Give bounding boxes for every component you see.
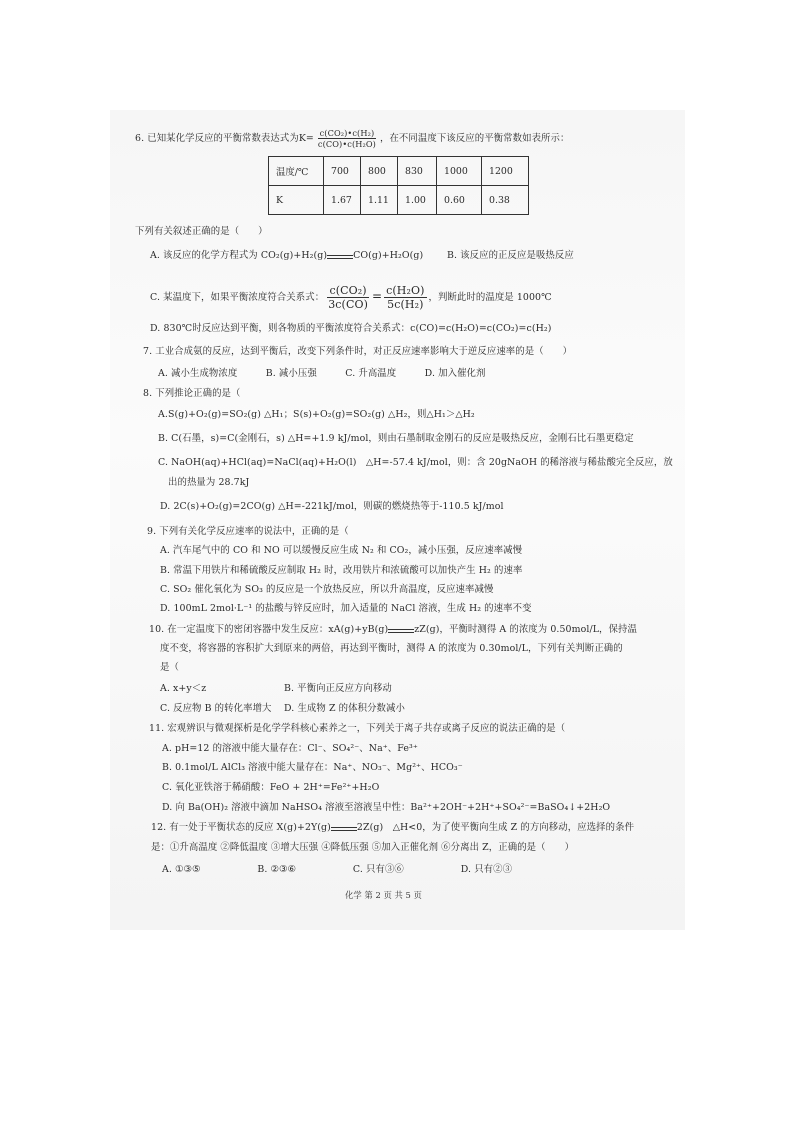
k-numerator: c(CO₂)•c(H₂) — [319, 128, 375, 138]
table-row — [269, 157, 529, 186]
fraction-denominator: 3c(CO) — [328, 298, 368, 311]
q6-stem-pre: 6. 已知某化学反应的平衡常数表达式为K= — [135, 133, 314, 144]
fraction-co2 — [326, 284, 370, 311]
fraction-h2o — [384, 284, 426, 311]
q9-option-c: C. SO₂ 催化氧化为 SO₃ 的反应是一个放热反应，所以升高温度，反应速率减慢 — [160, 584, 494, 595]
q11-option-d: D. 向 Ba(OH)₂ 溶液中滴加 NaHSO₄ 溶液至溶液呈中性：Ba²⁺+2OH⁻+2H⁺+SO₄²⁻=BaSO₄↓+2H₂O — [162, 802, 611, 813]
q9-option-a: A. 汽车尾气中的 CO 和 NO 可以缓慢反应生成 N₂ 和 CO₂，减小压强，反应速率减慢 — [160, 545, 523, 556]
table-cell: 温度/℃ — [269, 157, 324, 186]
k-denominator: c(CO)•c(H₂O) — [317, 139, 376, 149]
q6-option-d: D. 830℃时反应达到平衡，则各物质的平衡浓度符合关系式：c(CO)=c(H₂O)=c(CO₂)=c(H₂) — [150, 323, 552, 334]
equilibrium-arrow-icon — [331, 824, 357, 832]
q6-option-a-post: CO(g)+H₂O(g) — [353, 250, 424, 261]
q9-stem: 9. 下列有关化学反应速率的说法中，正确的是（ — [147, 526, 349, 537]
q10-stem — [149, 624, 637, 636]
q10-option-d: D. 生成物 Z 的体积分数减小 — [284, 703, 405, 714]
page-footer: 化学 第 2 页 共 5 页 — [345, 890, 422, 900]
q12-options: A. ①③⑤ B. ②③⑥ C. 只有③⑥ D. 只有②③ — [162, 864, 513, 875]
table-cell: K — [269, 186, 324, 215]
q6-stem-post: ，在不同温度下该反应的平衡常数如表所示： — [379, 133, 570, 144]
equilibrium-constant-table — [268, 156, 529, 215]
q11-stem: 11. 宏观辨识与微观探析是化学学科核心素养之一，下列关于离子共存或离子反应的说法正确的是（ — [149, 723, 566, 734]
q11-option-b: B. 0.1mol/L AlCl₃ 溶液中能大量存在：Na⁺、NO₃⁻、Mg²⁺、HCO₃⁻ — [162, 762, 463, 773]
table-cell: 700 — [324, 157, 361, 186]
q6-option-c — [150, 284, 552, 311]
table-row — [269, 186, 529, 215]
q8-option-d: D. 2C(s)+O₂(g)=2CO(g) △H=-221kJ/mol，则碳的燃烧热等于-110.5 kJ/mol — [160, 501, 504, 512]
q7-stem: 7. 工业合成氨的反应，达到平衡后，改变下列条件时，对正反应速率影响大于逆反应速率的是（ ） — [143, 346, 573, 357]
q10-option-a: A. x+y＜z — [160, 683, 207, 694]
q6-stem — [135, 128, 570, 149]
q11-option-c: C. 氧化亚铁溶于稀硝酸：FeO + 2H⁺=Fe²⁺+H₂O — [162, 782, 380, 793]
table-cell: 1.11 — [361, 186, 398, 215]
q12-stem-pre: 12. 有一处于平衡状态的反应 X(g)+2Y(g) — [151, 822, 331, 833]
q6-option-a-pre: A. 该反应的化学方程式为 CO₂(g)+H₂(g) — [150, 250, 328, 261]
equals-sign: = — [371, 289, 383, 303]
q6-option-c-post: ，判断此时的温度是 1000℃ — [428, 292, 552, 303]
table-cell: 1000 — [437, 157, 482, 186]
equilibrium-arrow-icon — [388, 626, 414, 634]
q6-option-c-pre: C. 某温度下，如果平衡浓度符合关系式： — [150, 292, 325, 303]
q10-stem-post: zZ(g)，平衡时测得 A 的浓度为 0.50mol/L，保持温 — [414, 624, 637, 635]
q8-option-b: B. C(石墨，s)=C(金刚石，s) △H=+1.9 kJ/mol，则由石墨制取金刚石的反应是吸热反应，金刚石比石墨更稳定 — [158, 433, 634, 444]
table-cell: 800 — [361, 157, 398, 186]
q12-stem-cont: 是：①升高温度 ②降低温度 ③增大压强 ④降低压强 ⑤加入正催化剂 ⑥分离出 Z，正确的是（ ） — [151, 842, 575, 853]
q10-stem-cont: 度不变，将容器的容积扩大到原来的两倍，再达到平衡时，测得 A 的浓度为 0.30mol/L，下列有关判断正确的 — [160, 643, 623, 654]
q6-option-b: B. 该反应的正反应是吸热反应 — [447, 250, 574, 261]
fraction-denominator: 5c(H₂) — [387, 298, 424, 311]
table-cell: 1.67 — [324, 186, 361, 215]
q9-option-d: D. 100mL 2mol·L⁻¹ 的盐酸与锌反应时，加入适量的 NaCl 溶液，生成 H₂ 的速率不变 — [160, 603, 532, 614]
q6-option-a — [150, 250, 423, 262]
q12-stem — [151, 822, 634, 834]
q11-option-a: A. pH=12 的溶液中能大量存在：Cl⁻、SO₄²⁻、Na⁺、Fe³⁺ — [162, 743, 418, 754]
fraction-numerator: c(H₂O) — [386, 284, 425, 297]
q8-stem: 8. 下列推论正确的是（ — [143, 388, 241, 399]
q10-option-b: B. 平衡向正反应方向移动 — [284, 683, 392, 694]
q10-stem-pre: 10. 在一定温度下的密闭容器中发生反应：xA(g)+yB(g) — [149, 624, 389, 635]
table-cell: 1.00 — [398, 186, 437, 215]
q12-stem-post: 2Z(g) △H<0，为了使平衡向生成 Z 的方向移动，应选择的条件 — [356, 822, 635, 833]
fraction-numerator: c(CO₂) — [329, 284, 367, 297]
table-cell: 1200 — [482, 157, 529, 186]
table-cell: 830 — [398, 157, 437, 186]
q8-option-c: C. NaOH(aq)+HCl(aq)=NaCl(aq)+H₂O(l) △H=-57.4 kJ/mol，则：含 20gNaOH 的稀溶液与稀盐酸完全反应，放 — [158, 457, 673, 468]
q10-option-c: C. 反应物 B 的转化率增大 — [160, 703, 272, 714]
q6-ask: 下列有关叙述正确的是（ ） — [135, 226, 268, 237]
table-cell: 0.60 — [437, 186, 482, 215]
q7-options: A. 减小生成物浓度 B. 减小压强 C. 升高温度 D. 加入催化剂 — [158, 368, 486, 379]
q8-option-c-cont: 出的热量为 28.7kJ — [168, 477, 250, 488]
equilibrium-arrow-icon — [327, 252, 353, 260]
q9-option-b: B. 常温下用铁片和稀硫酸反应制取 H₂ 时，改用铁片和浓硫酸可以加快产生 H₂ 的速率 — [160, 565, 523, 576]
table-cell: 0.38 — [482, 186, 529, 215]
k-expression — [316, 128, 378, 149]
q8-option-a: A.S(g)+O₂(g)=SO₂(g) △H₁；S(s)+O₂(g)=SO₂(g) △H₂，则△H₁＞△H₂ — [158, 409, 475, 420]
q10-stem-end: 是（ — [160, 662, 179, 673]
